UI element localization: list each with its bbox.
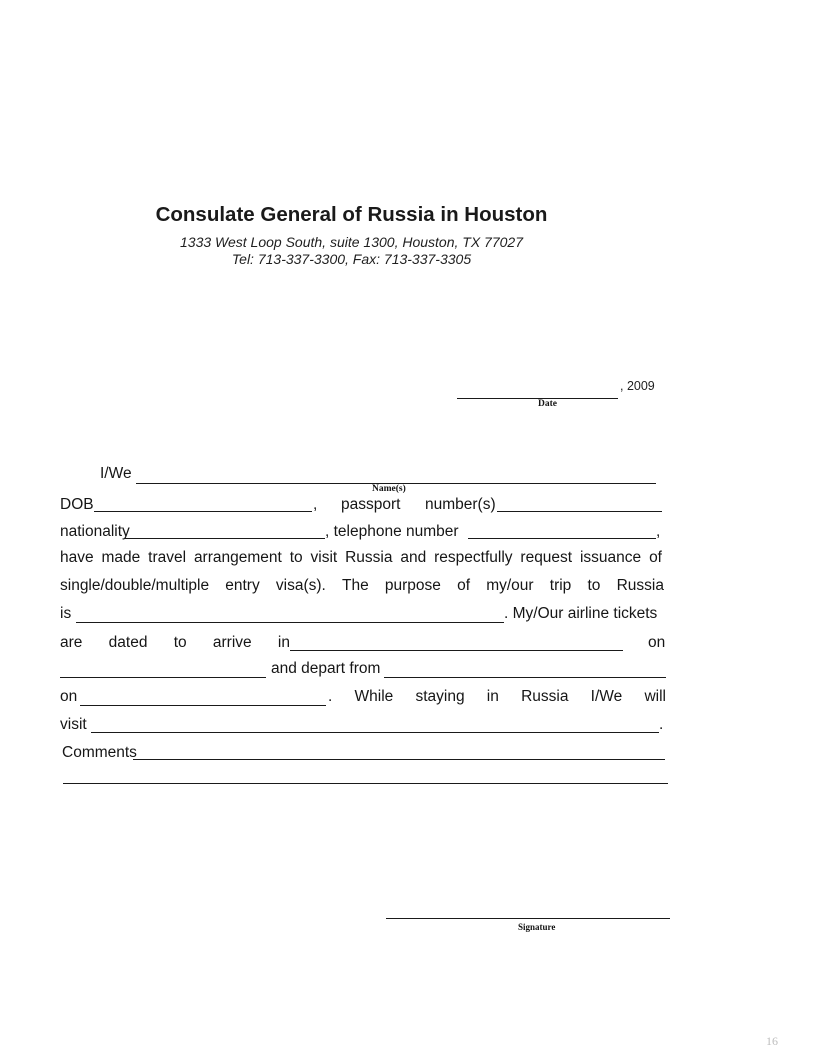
form-word: travel — [148, 549, 187, 566]
form-word: my/our — [486, 577, 534, 594]
passport-label: passport — [341, 496, 401, 513]
signature-label: Signature — [518, 922, 556, 932]
form-word: to — [173, 634, 187, 651]
form-word: visa(s). — [275, 577, 326, 594]
dob-label: DOB — [60, 496, 94, 513]
visit-label: visit — [60, 716, 87, 733]
date-year: , 2009 — [620, 379, 655, 393]
arrival-on-label: on — [648, 634, 666, 651]
form-word: The — [342, 577, 369, 594]
form-word: visit — [310, 549, 338, 566]
form-word: are — [60, 634, 83, 651]
departure-on-label: on — [60, 688, 78, 705]
consulate-phone: Tel: 713-337-3300, Fax: 713-337-3305 — [231, 251, 472, 267]
form-word: dated — [108, 634, 148, 651]
is-label: is — [60, 605, 72, 622]
form-word: made — [101, 549, 141, 566]
arrival-date-line[interactable] — [60, 677, 266, 678]
telephone-comma: , — [656, 523, 661, 540]
form-word: respectfully — [434, 549, 513, 566]
form-word: Russia — [616, 577, 664, 594]
nationality-label: nationality — [60, 523, 130, 540]
form-word: in — [486, 688, 499, 705]
form-word: have — [60, 549, 94, 566]
form-word: to — [587, 577, 601, 594]
signature-line[interactable] — [386, 918, 670, 919]
form-word: While — [354, 688, 394, 705]
nationality-line[interactable] — [125, 538, 325, 539]
form-word: will — [644, 688, 666, 705]
dob-comma: , — [313, 496, 318, 513]
telephone-label: , telephone number — [325, 523, 459, 540]
consulate-title: Consulate General of Russia in Houston — [155, 203, 548, 226]
form-word: staying — [415, 688, 465, 705]
passport-number-label: number(s) — [425, 496, 496, 513]
arrival-city-line[interactable] — [290, 650, 623, 651]
form-word: of — [649, 549, 662, 566]
form-word: . — [328, 688, 333, 705]
names-label: Name(s) — [372, 484, 406, 494]
form-word: and — [400, 549, 427, 566]
form-word: of — [457, 577, 471, 594]
form-word: issuance — [579, 549, 642, 566]
form-word: Russia — [521, 688, 569, 705]
form-word: I/We — [590, 688, 623, 705]
page-number: 16 — [766, 1034, 778, 1048]
departure-date-line[interactable] — [80, 705, 326, 706]
consulate-address: 1333 West Loop South, suite 1300, Houston, TX 77027 — [180, 234, 523, 250]
airline-text: . My/Our airline tickets — [504, 605, 658, 622]
form-word: purpose — [384, 577, 441, 594]
form-word: arrive — [212, 634, 252, 651]
passport-line[interactable] — [497, 511, 662, 512]
telephone-line[interactable] — [468, 538, 656, 539]
form-word: single/double/multiple — [60, 577, 210, 594]
depart-label: and depart from — [271, 660, 381, 677]
departure-city-line[interactable] — [384, 677, 666, 678]
form-word: trip — [549, 577, 572, 594]
visit-line[interactable] — [91, 732, 659, 733]
comments-line-2[interactable] — [63, 783, 668, 784]
iwe-text: I/We — [100, 465, 132, 482]
form-word: in — [277, 634, 290, 651]
comments-label: Comments — [62, 744, 137, 761]
form-word: entry — [225, 577, 260, 594]
purpose-line[interactable] — [76, 622, 504, 623]
form-word: Russia — [345, 549, 393, 566]
form-word: request — [520, 549, 573, 566]
form-word: to — [289, 549, 303, 566]
comments-line[interactable] — [133, 759, 665, 760]
form-word: arrangement — [193, 549, 282, 566]
visit-period: . — [659, 716, 664, 733]
dob-line[interactable] — [94, 511, 312, 512]
date-label: Date — [538, 399, 557, 409]
